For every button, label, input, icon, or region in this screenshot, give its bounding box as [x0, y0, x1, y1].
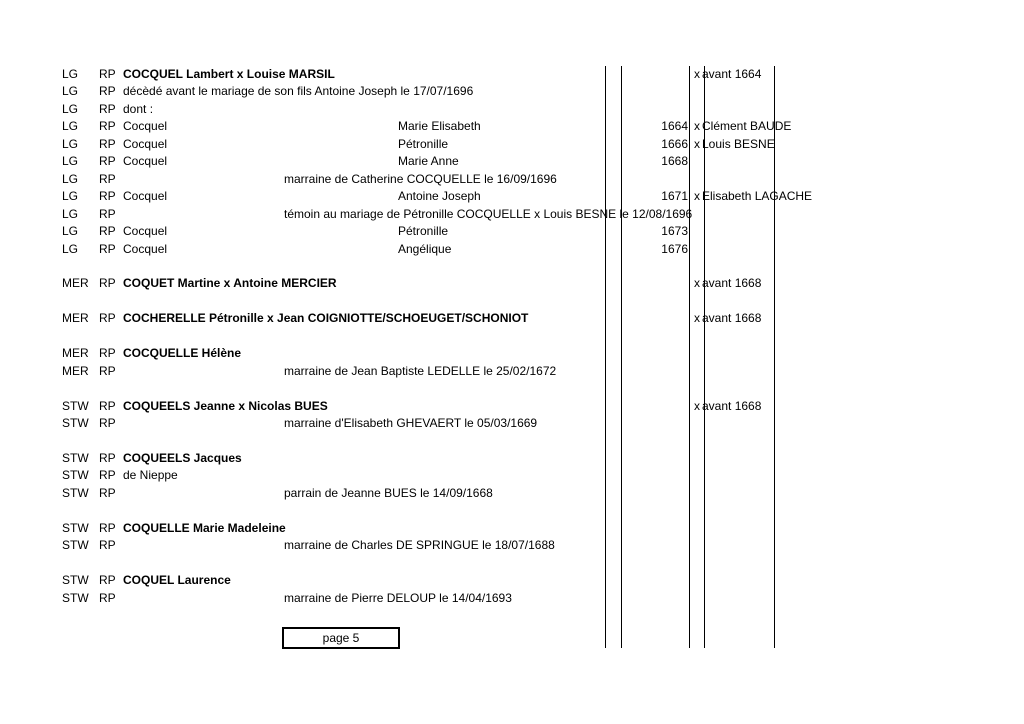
row-code: LG	[62, 67, 79, 81]
table-row	[0, 572, 1024, 589]
row-year: 1664	[661, 119, 688, 134]
row-rp: RP	[99, 363, 116, 378]
row-main: Cocquel	[123, 224, 168, 239]
row-code: STW	[62, 573, 89, 588]
row-main: COQUEL Laurence	[123, 573, 231, 588]
row-code: STW	[62, 538, 89, 553]
table-row	[0, 520, 1024, 537]
row-first-name: Pétronille	[398, 136, 449, 151]
row-rp: RP	[99, 84, 116, 99]
row-note: marraine de Jean Baptiste LEDELLE le 25/02/1672	[284, 363, 557, 378]
row-rp: RP	[99, 101, 116, 116]
row-spouse: Clément BAUDE	[702, 119, 792, 134]
row-note: marraine d'Elisabeth GHEVAERT le 05/03/1669	[284, 416, 538, 430]
row-spouse: avant 1664	[702, 67, 762, 81]
row-main: Cocquel	[123, 154, 168, 169]
row-code: STW	[62, 590, 89, 605]
table-row	[0, 310, 1024, 327]
row-main: COCQUELLE Hélène	[123, 346, 242, 361]
table-row	[0, 345, 1024, 362]
row-first-name: Angélique	[398, 241, 452, 256]
row-note: témoin au mariage de Pétronille COCQUELLE x Louis BESNE le 12/08/1696	[284, 206, 693, 221]
row-marriage-mark: x	[694, 67, 700, 81]
row-marriage-mark: x	[694, 276, 700, 291]
row-main: décèdé avant le mariage de son fils Antoine Joseph le 17/07/1696	[123, 84, 474, 99]
row-first-name: Antoine Joseph	[398, 189, 481, 204]
row-main: Cocquel	[123, 136, 168, 151]
table-row	[0, 485, 1024, 502]
row-note: marraine de Pierre DELOUP le 14/04/1693	[284, 590, 512, 605]
row-year: 1668	[661, 154, 688, 169]
row-main: COQUELLE Marie Madeleine	[123, 520, 286, 535]
row-year: 1676	[661, 241, 688, 256]
table-row	[0, 363, 1024, 380]
row-code: STW	[62, 468, 89, 483]
table-row	[0, 450, 1024, 467]
row-code: LG	[62, 154, 79, 169]
row-year: 1666	[661, 136, 688, 151]
table-row	[0, 101, 1024, 118]
table-row	[0, 241, 1024, 258]
row-rp: RP	[99, 67, 116, 81]
row-code: LG	[62, 206, 79, 221]
table-row	[0, 398, 1024, 415]
row-rp: RP	[99, 224, 116, 239]
row-rp: RP	[99, 119, 116, 134]
row-spouse: avant 1668	[702, 311, 762, 326]
row-year: 1671	[661, 189, 688, 204]
table-row	[0, 467, 1024, 484]
row-code: LG	[62, 119, 79, 134]
row-code: LG	[62, 84, 79, 99]
row-main: Cocquel	[123, 119, 168, 134]
row-rp: RP	[99, 416, 116, 430]
row-main: de Nieppe	[123, 468, 178, 483]
table-row	[0, 66, 1024, 83]
row-code: MER	[62, 363, 89, 378]
row-code: LG	[62, 241, 79, 256]
row-rp: RP	[99, 485, 116, 500]
row-rp: RP	[99, 590, 116, 605]
row-code: LG	[62, 189, 79, 204]
page-number: page 5	[322, 631, 360, 645]
row-code: STW	[62, 398, 89, 413]
table-row	[0, 537, 1024, 554]
row-rp: RP	[99, 398, 116, 413]
table-row	[0, 188, 1024, 205]
row-code: LG	[62, 224, 79, 239]
row-main: Cocquel	[123, 241, 168, 256]
row-rp: RP	[99, 189, 116, 204]
row-note: marraine de Charles DE SPRINGUE le 18/07/1688	[284, 538, 555, 553]
row-main: Cocquel	[123, 189, 168, 204]
table-row	[0, 118, 1024, 135]
table-row	[0, 275, 1024, 292]
row-main: COQUET Martine x Antoine MERCIER	[123, 276, 337, 291]
row-rp: RP	[99, 450, 116, 465]
table-row	[0, 223, 1024, 240]
row-code: STW	[62, 485, 89, 500]
table-row	[0, 136, 1024, 153]
row-main: COCHERELLE Pétronille x Jean COIGNIOTTE/SCHOEUGET/SCHONIOT	[123, 311, 529, 326]
row-code: STW	[62, 450, 89, 465]
row-rp: RP	[99, 154, 116, 169]
table-row	[0, 171, 1024, 188]
row-spouse: avant 1668	[702, 276, 762, 291]
row-code: LG	[62, 101, 79, 116]
row-main: COCQUEL Lambert x Louise MARSIL	[123, 67, 335, 81]
row-year: 1673	[661, 224, 688, 239]
row-code: LG	[62, 136, 79, 151]
row-code: STW	[62, 520, 89, 535]
row-rp: RP	[99, 468, 116, 483]
row-rp: RP	[99, 206, 116, 221]
table-row	[0, 590, 1024, 607]
row-first-name: Marie Anne	[398, 154, 459, 169]
table-row	[0, 206, 1024, 223]
row-code: MER	[62, 276, 89, 291]
row-rp: RP	[99, 276, 116, 291]
row-main: COQUEELS Jeanne x Nicolas BUES	[123, 398, 328, 413]
row-first-name: Pétronille	[398, 224, 449, 239]
row-marriage-mark: x	[694, 119, 700, 134]
row-spouse: Louis BESNE	[702, 136, 775, 151]
row-first-name: Marie Elisabeth	[398, 119, 481, 134]
row-spouse: avant 1668	[702, 398, 762, 413]
row-rp: RP	[99, 311, 116, 326]
row-main: dont :	[123, 101, 154, 116]
row-rp: RP	[99, 241, 116, 256]
row-rp: RP	[99, 538, 116, 553]
row-spouse: Elisabeth LAGACHE	[702, 189, 813, 204]
row-code: STW	[62, 416, 89, 430]
table-row	[0, 83, 1024, 100]
row-marriage-mark: x	[694, 311, 700, 326]
row-note: parrain de Jeanne BUES le 14/09/1668	[284, 485, 493, 500]
row-rp: RP	[99, 171, 116, 186]
row-rp: RP	[99, 520, 116, 535]
row-main: COQUEELS Jacques	[123, 450, 242, 465]
row-marriage-mark: x	[694, 136, 700, 151]
row-rp: RP	[99, 573, 116, 588]
row-code: MER	[62, 346, 89, 361]
table-row	[0, 415, 1024, 432]
row-code: LG	[62, 171, 79, 186]
row-marriage-mark: x	[694, 398, 700, 413]
row-code: MER	[62, 311, 89, 326]
row-marriage-mark: x	[694, 189, 700, 204]
table-row	[0, 153, 1024, 170]
row-rp: RP	[99, 136, 116, 151]
row-rp: RP	[99, 346, 116, 361]
page-number-box	[282, 627, 400, 649]
row-note: marraine de Catherine COCQUELLE le 16/09/1696	[284, 171, 557, 186]
